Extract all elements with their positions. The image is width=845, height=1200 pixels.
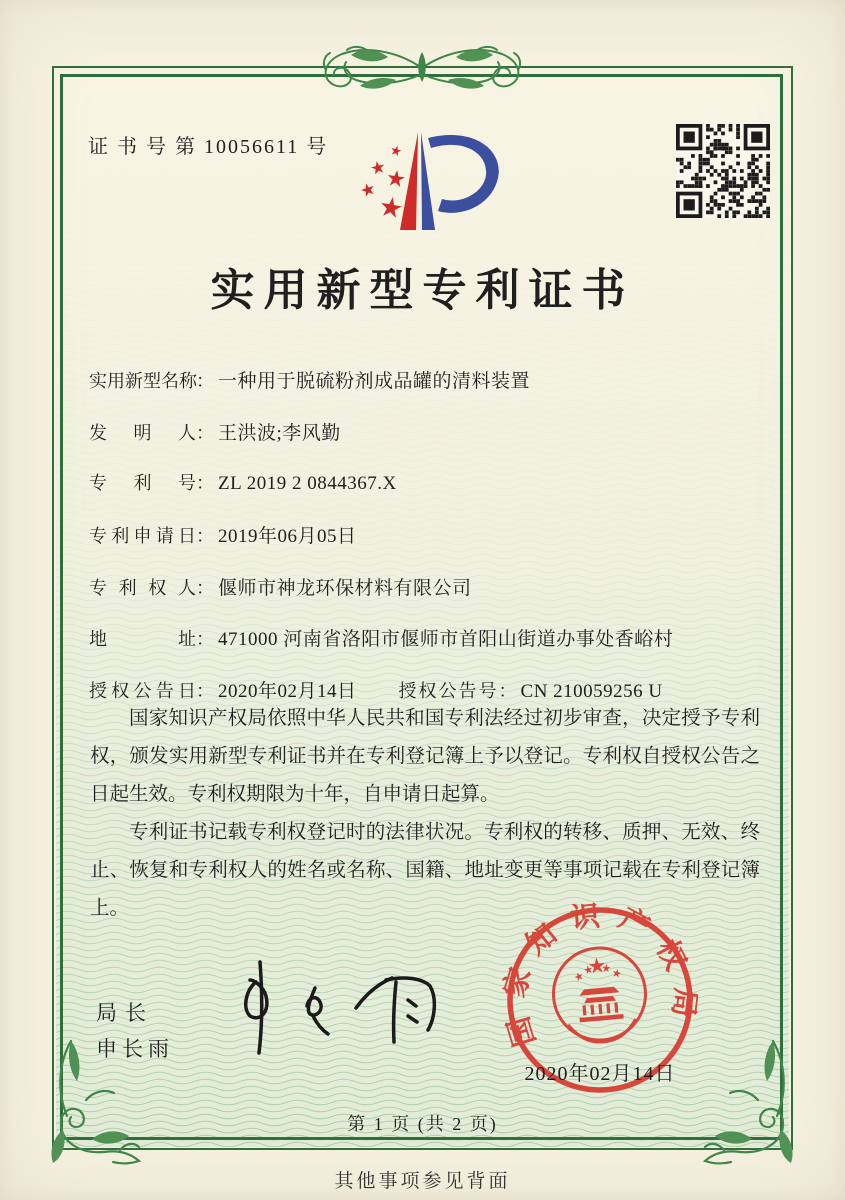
field-value: 一种用于脱硫粉剂成品罐的清料装置 xyxy=(218,371,531,392)
field-label: 专利权人 xyxy=(89,577,196,598)
field-value: 王洪波;李风勤 xyxy=(218,422,341,444)
certificate-number: 证 书 号 第 10056611 号 xyxy=(88,136,329,158)
page-number: 第 1 页 (共 2 页) xyxy=(347,1114,498,1134)
signer-name: 申长雨 xyxy=(96,1037,174,1061)
field-row-inventor xyxy=(89,418,757,444)
grant-no-label: 授权公告号 xyxy=(398,681,499,702)
grant-date-value: 2020年02月14日 xyxy=(218,681,357,703)
field-colon: ： xyxy=(196,422,214,443)
field-label: 发明人 xyxy=(89,422,196,443)
field-label: 地址 xyxy=(89,629,196,650)
cnipa-logo-icon xyxy=(338,126,506,240)
field-value: ZL 2019 2 0844367.X xyxy=(218,473,397,495)
field-label: 实用新型名称 xyxy=(89,371,197,391)
certificate-title: 实用新型专利证书 xyxy=(210,266,635,315)
dragon-right xyxy=(422,47,520,89)
field-row-filing-date xyxy=(89,521,757,547)
seal-emblem xyxy=(550,944,650,1046)
flourish-strokes xyxy=(705,1041,793,1163)
field-row-name xyxy=(89,366,757,392)
field-row-grant xyxy=(89,676,757,702)
field-row-patentee xyxy=(89,573,757,599)
field-colon: ： xyxy=(196,473,214,494)
logo-p-bowl xyxy=(428,135,499,213)
field-label: 专利号 xyxy=(89,473,196,494)
paragraph-register-note: 专利证书记载专利权登记时的法律状况。专利权的转移、质押、无效、终止、恢复和专利权人的姓名或名称、国籍、地址变更等事项记载在专利登记簿上。 xyxy=(90,822,760,919)
grant-date-label: 授权公告日 xyxy=(89,681,196,702)
field-colon: ： xyxy=(196,371,214,391)
signature-strokes xyxy=(246,962,435,1053)
logo-obelisk-red xyxy=(400,132,418,230)
field-label: 专利申请日 xyxy=(89,526,196,547)
field-value: 471000 河南省洛阳市偃师市首阳山街道办事处香峪村 xyxy=(218,629,674,651)
field-list xyxy=(89,366,757,728)
signature-handwriting xyxy=(210,950,460,1065)
paragraph-grant-statement: 国家知识产权局依照中华人民共和国专利法经过初步审查，决定授予专利权，颁发实用新型专利证书并在专利登记簿上予以登记。专利权自授权公告之日起生效。专利权期限为十年，自申请日起算。 xyxy=(90,708,760,805)
field-value: 偃师市神龙环保材料有限公司 xyxy=(218,577,472,599)
corner-flourish-right xyxy=(700,1032,810,1167)
back-side-note: 其他事项参见背面 xyxy=(334,1171,511,1192)
field-colon: ： xyxy=(196,526,214,547)
field-colon: ： xyxy=(196,629,214,650)
field-value: 2019年06月05日 xyxy=(218,526,357,548)
dragon-ornament xyxy=(290,40,554,96)
dragon-center-leaf xyxy=(418,52,426,82)
field-colon: ： xyxy=(196,577,214,598)
dragon-left xyxy=(324,47,422,89)
field-row-address xyxy=(89,624,757,650)
field-colon: ： xyxy=(498,681,517,702)
seal-date: 2020年02月14日 xyxy=(524,1063,676,1085)
seal-text: 国家知识产权局 xyxy=(498,899,702,1050)
field-row-patent-no xyxy=(89,469,757,495)
grant-no-value: CN 210059256 U xyxy=(520,681,663,703)
legal-text xyxy=(90,700,760,928)
signer-role: 局长 xyxy=(96,1001,154,1025)
qr-code xyxy=(676,124,770,218)
logo-stars xyxy=(360,144,406,218)
field-colon: ： xyxy=(196,681,214,702)
